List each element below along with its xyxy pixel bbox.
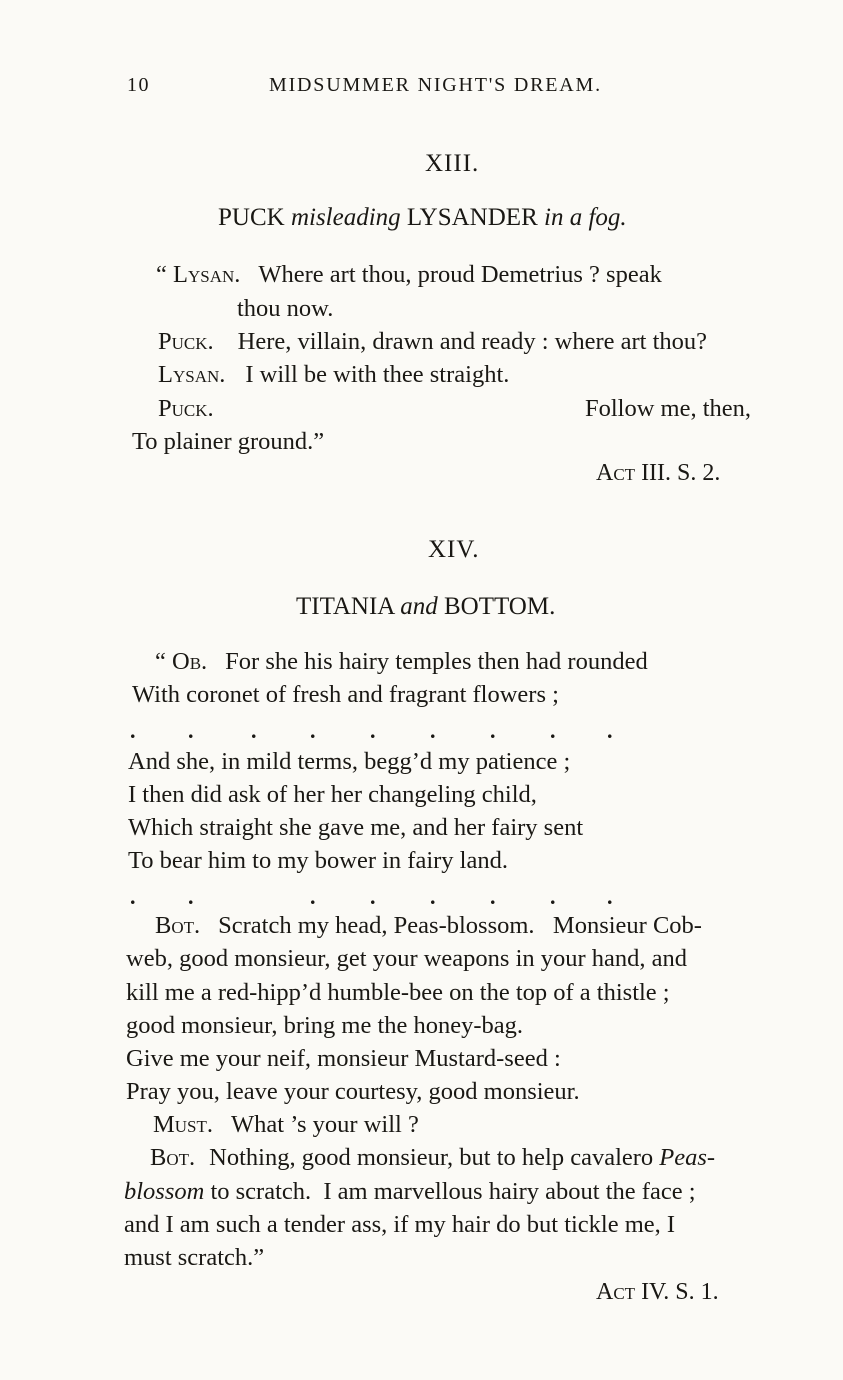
prose-line: must scratch.” [124,1244,265,1271]
speaker-name: Lysan. [173,261,241,288]
prose-line: kill me a red-hipp’d humble-bee on the top of a thistle ; [126,979,670,1006]
section-xiii-heading [218,204,627,232]
verse-line [158,397,214,422]
prose-line: and I am such a tender ass, if my hair do but tickle me, I [124,1211,676,1238]
line-text: Where art thou, proud Demetrius ? speak [258,261,662,288]
line-text: to scratch. I am marvellous hairy about the face ; [204,1178,696,1205]
act-ref: IV. S. 1. [635,1279,719,1305]
prose-line: Give me your neif, monsieur Mustard-seed : [126,1045,561,1072]
line-italic: Peas- [659,1144,716,1171]
prose-line [150,1146,715,1171]
line-text: Here, villain, drawn and ready : where art thou? [237,328,708,355]
verse-line [155,650,648,675]
verse-line-continuation: Follow me, then, [585,395,752,422]
line-italic: blossom [124,1178,205,1205]
prose-line: web, good monsieur, get your weapons in your hand, and [126,945,688,972]
verse-line: With coronet of fresh and fragrant flowers ; [132,681,559,708]
prose-line [153,1113,419,1138]
section-xiv-heading [296,593,555,621]
prose-line: good monsieur, bring me the honey-bag. [126,1012,524,1039]
line-text: For she his hairy temples then had rounded [225,648,648,675]
running-head [127,74,602,97]
verse-line [156,263,662,288]
act-scene-citation [596,460,720,487]
ellipsis-row: . . . . . . . . . [130,718,613,743]
line-text: Nothing, good monsieur, but to help cavalero [209,1144,660,1171]
act-ref: III. S. 2. [635,460,721,486]
verse-line: And she, in mild terms, begg’d my patience ; [128,748,571,775]
section-xiv-numeral: XIV. [428,536,480,563]
act-label: Act [596,460,636,486]
verse-line [158,330,707,355]
verse-line: Which straight she gave me, and her fairy sent [128,814,584,841]
ellipsis-row: . . . . . . . . [130,884,613,909]
book-title: MIDSUMMER NIGHT'S DREAM. [269,74,602,96]
speaker-name: Bot. [150,1144,196,1171]
heading-text: BOTTOM. [437,593,556,620]
verse-line: To bear him to my bower in fairy land. [128,847,508,874]
heading-italic: misleading [290,204,401,231]
open-quote: “ [155,648,172,675]
speaker-name: Ob. [172,648,208,675]
heading-italic: and [400,593,438,620]
speaker-name: Bot. [155,912,201,939]
verse-line: I then did ask of her her changeling child, [128,781,537,808]
line-text: What ’s your will ? [231,1111,419,1138]
act-scene-citation [596,1279,719,1306]
line-text: Scratch my head, Peas-blossom. Monsieur Cob- [218,912,702,939]
prose-line: Pray you, leave your courtesy, good monsieur. [126,1078,580,1105]
prose-line [155,914,702,939]
heading-text: TITANIA [296,593,401,620]
act-label: Act [596,1279,636,1305]
speaker-name: Must. [153,1111,214,1138]
heading-text: LYSANDER [400,204,544,231]
heading-italic: in a fog. [544,204,627,231]
verse-line [158,363,509,388]
speaker-name: Lysan. [158,361,226,388]
speaker-name: Puck. [158,328,214,355]
speaker-name: Puck. [158,395,214,422]
line-text: I will be with thee straight. [245,361,510,388]
verse-line: To plainer ground.” [132,428,325,455]
heading-text: PUCK [218,204,291,231]
page-number: 10 [127,74,150,96]
open-quote: “ [156,261,173,288]
section-xiii-numeral: XIII. [425,150,480,177]
prose-line [124,1180,696,1205]
verse-line: thou now. [237,295,334,322]
